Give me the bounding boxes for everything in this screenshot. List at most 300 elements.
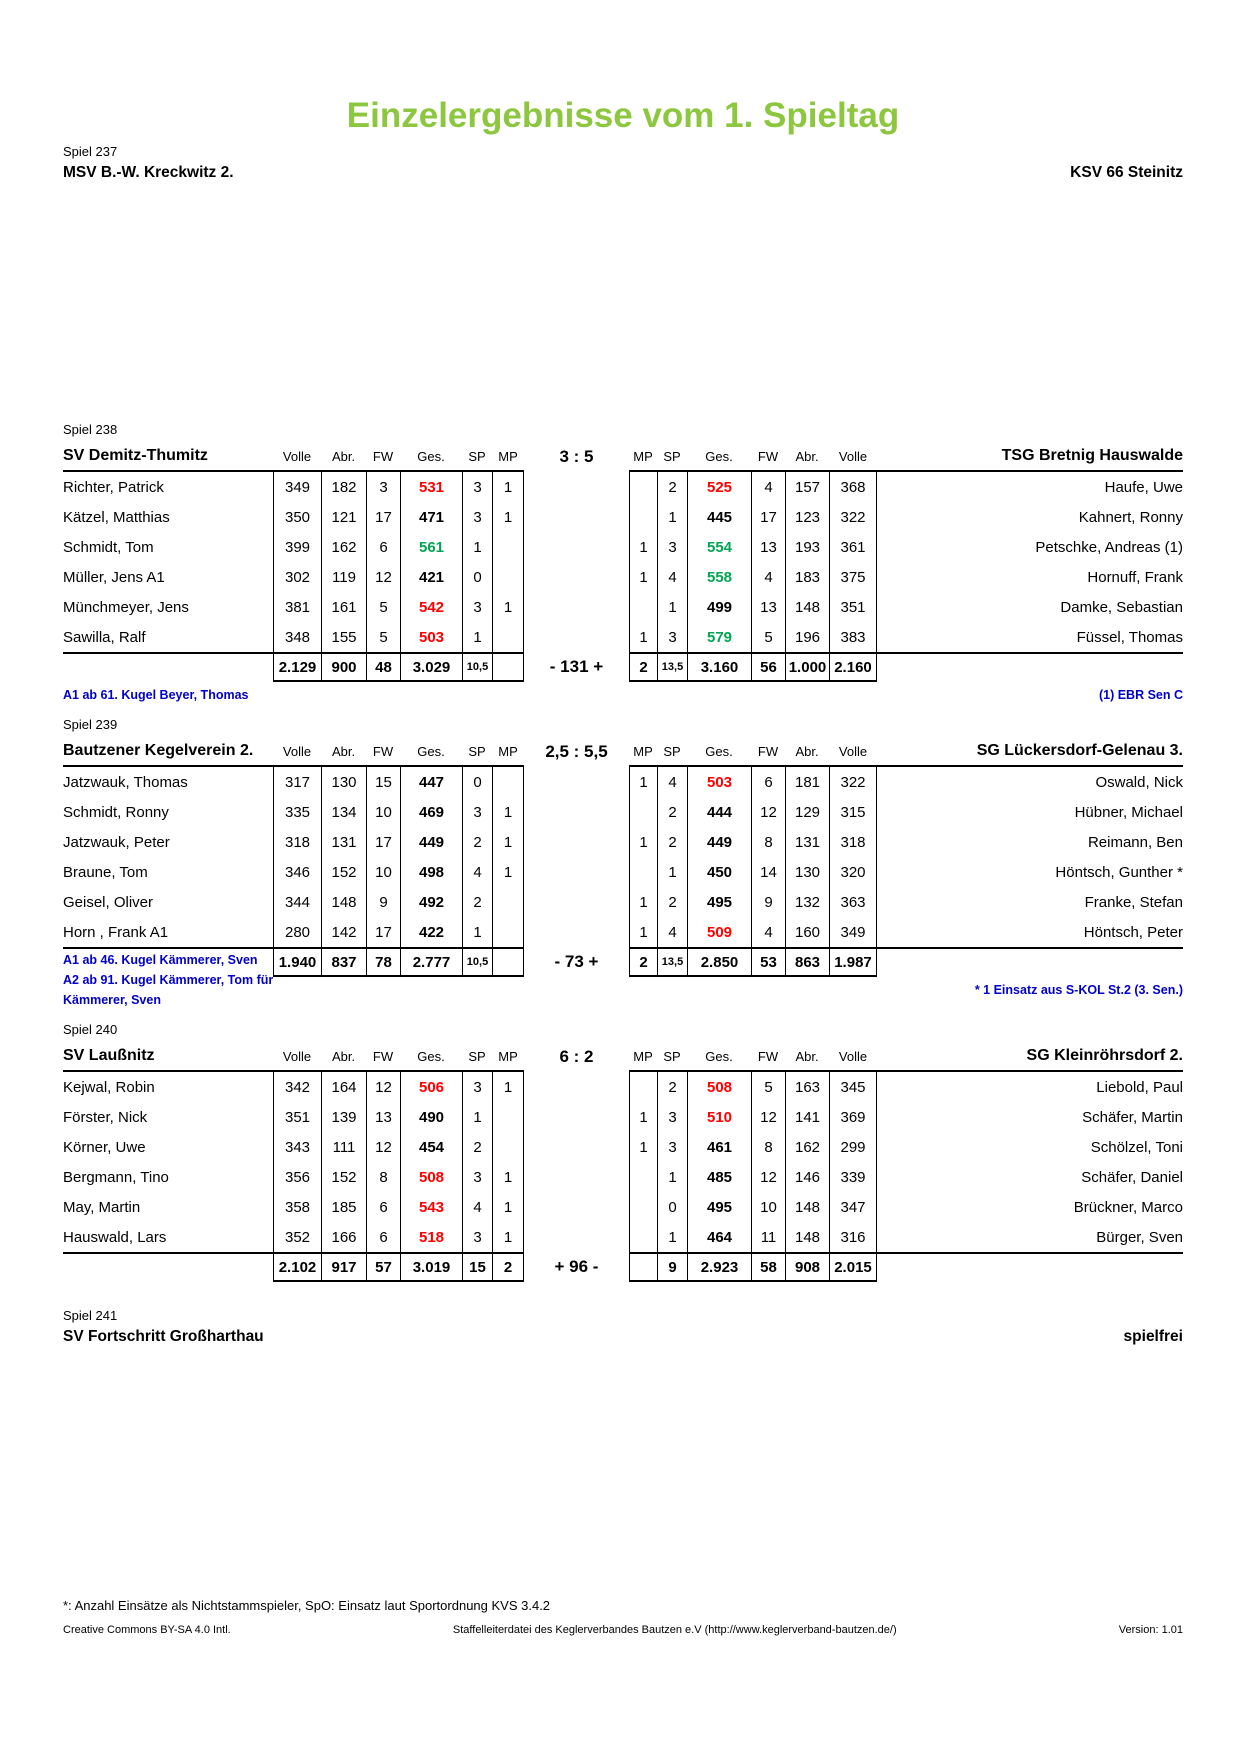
player-name: Geisel, Oliver — [63, 893, 154, 911]
stat-cell: 6 — [366, 532, 400, 562]
player-name: Höntsch, Peter — [1083, 923, 1183, 941]
stat-cell: 9 — [751, 887, 785, 917]
stat-cell: 1 — [462, 1102, 492, 1132]
ges-cell: 579 — [687, 622, 751, 652]
stat-cell: 1 — [629, 827, 657, 857]
totals-spacer — [63, 652, 273, 682]
footer-meta-line — [63, 1624, 1183, 1636]
ges-cell: 445 — [687, 502, 751, 532]
stat-cell: 3 — [462, 1072, 492, 1102]
stat-cell: 17 — [366, 502, 400, 532]
ges-cell: 508 — [687, 1072, 751, 1102]
stat-cell: 2 — [657, 887, 687, 917]
stat-cell: 162 — [321, 532, 366, 562]
stat-cell: 4 — [462, 857, 492, 887]
ges-cell: 561 — [400, 532, 462, 562]
ges-cell: 518 — [400, 1222, 462, 1252]
totals-cell: 908 — [785, 1252, 829, 1282]
away-team-name: SG Kleinröhrsdorf 2. — [877, 1042, 1183, 1072]
stat-cell: 162 — [785, 1132, 829, 1162]
ges-cell: 449 — [687, 827, 751, 857]
stat-cell: 363 — [829, 887, 877, 917]
match-score: 6 : 2 — [559, 1047, 594, 1066]
middle-spacer — [524, 1222, 629, 1252]
stat-cell: 1 — [657, 592, 687, 622]
column-header: Volle — [273, 737, 321, 767]
stat-cell: 1 — [492, 472, 524, 502]
stat-cell: 157 — [785, 472, 829, 502]
ges-cell: 542 — [400, 592, 462, 622]
match-label: Spiel 239 — [63, 717, 118, 732]
stat-cell: 1 — [657, 1162, 687, 1192]
player-name: Reimann, Ben — [1087, 833, 1183, 851]
stat-cell: 1 — [629, 767, 657, 797]
stat-cell: 183 — [785, 562, 829, 592]
stat-cell: 134 — [321, 797, 366, 827]
note: (1) EBR Sen C — [1098, 688, 1183, 702]
player-name: Hauswald, Lars — [63, 1228, 167, 1246]
player-name: Liebold, Paul — [1096, 1078, 1183, 1096]
match-table — [63, 737, 1183, 977]
totals-cell: 1.000 — [785, 652, 829, 682]
middle-spacer — [524, 887, 629, 917]
spiel-237-label: Spiel 237 — [63, 144, 118, 159]
exchange-value: + 96 - — [554, 1257, 599, 1276]
column-header: Volle — [273, 442, 321, 472]
ges-cell: 471 — [400, 502, 462, 532]
middle-spacer — [524, 1192, 629, 1222]
stat-cell: 346 — [273, 857, 321, 887]
stat-cell: 320 — [829, 857, 877, 887]
middle-spacer — [524, 917, 629, 947]
player-name: Oswald, Nick — [1095, 773, 1183, 791]
stat-cell: 381 — [273, 592, 321, 622]
stat-cell: 10 — [366, 857, 400, 887]
middle-spacer — [524, 622, 629, 652]
column-header: SP — [657, 442, 687, 472]
ges-cell: 444 — [687, 797, 751, 827]
column-header: MP — [492, 1042, 524, 1072]
stat-cell: 351 — [829, 592, 877, 622]
spiel-237-home-team: MSV B.-W. Kreckwitz 2. — [63, 164, 234, 181]
middle-spacer — [524, 472, 629, 502]
match-table — [63, 442, 1183, 682]
ges-cell: 495 — [687, 1192, 751, 1222]
stat-cell: 375 — [829, 562, 877, 592]
column-header: FW — [751, 442, 785, 472]
match-240-section — [63, 1022, 1183, 1282]
column-header: Abr. — [321, 1042, 366, 1072]
stat-cell: 148 — [785, 1192, 829, 1222]
note: A2 ab 91. Kugel Kämmerer, Tom für — [63, 973, 274, 987]
stat-cell — [492, 917, 524, 947]
stat-cell: 0 — [462, 562, 492, 592]
page-footer — [63, 1598, 1183, 1636]
totals-cell: 13,5 — [657, 947, 687, 977]
stat-cell: 352 — [273, 1222, 321, 1252]
totals-cell: 58 — [751, 1252, 785, 1282]
stat-cell: 163 — [785, 1072, 829, 1102]
stat-cell: 152 — [321, 857, 366, 887]
match-239-section — [63, 717, 1183, 1010]
column-header: Ges. — [400, 1042, 462, 1072]
stat-cell: 1 — [629, 532, 657, 562]
totals-cell — [629, 1252, 657, 1282]
middle-spacer — [524, 767, 629, 797]
player-name: Förster, Nick — [63, 1108, 148, 1126]
ges-cell: 506 — [400, 1072, 462, 1102]
player-name: May, Martin — [63, 1198, 141, 1216]
player-name: Müller, Jens A1 — [63, 568, 165, 586]
stat-cell: 1 — [462, 917, 492, 947]
stat-cell: 3 — [657, 1132, 687, 1162]
stat-cell: 10 — [751, 1192, 785, 1222]
stat-cell — [629, 797, 657, 827]
column-header: FW — [366, 737, 400, 767]
player-name: Jatzwauk, Thomas — [63, 773, 188, 791]
stat-cell: 131 — [785, 827, 829, 857]
match-label: Spiel 238 — [63, 422, 118, 437]
middle-spacer — [524, 562, 629, 592]
stat-cell: 335 — [273, 797, 321, 827]
stat-cell: 1 — [492, 1222, 524, 1252]
stat-cell: 1 — [657, 502, 687, 532]
player-name: Schmidt, Ronny — [63, 803, 169, 821]
column-header: MP — [492, 737, 524, 767]
ges-cell: 449 — [400, 827, 462, 857]
stat-cell — [629, 1072, 657, 1102]
ges-cell: 503 — [687, 767, 751, 797]
stat-cell: 2 — [462, 1132, 492, 1162]
totals-cell: 53 — [751, 947, 785, 977]
stat-cell: 368 — [829, 472, 877, 502]
ges-cell: 510 — [687, 1102, 751, 1132]
stat-cell — [629, 1192, 657, 1222]
stat-cell: 12 — [751, 1162, 785, 1192]
ges-cell: 421 — [400, 562, 462, 592]
stat-cell: 2 — [462, 827, 492, 857]
column-header: Volle — [273, 1042, 321, 1072]
stat-cell: 161 — [321, 592, 366, 622]
totals-cell: 900 — [321, 652, 366, 682]
ges-cell: 422 — [400, 917, 462, 947]
stat-cell: 119 — [321, 562, 366, 592]
stat-cell: 339 — [829, 1162, 877, 1192]
stat-cell: 146 — [785, 1162, 829, 1192]
stat-cell: 17 — [366, 827, 400, 857]
middle-spacer — [524, 532, 629, 562]
ges-cell: 499 — [687, 592, 751, 622]
home-team-name: Bautzener Kegelverein 2. — [63, 737, 273, 767]
stat-cell — [492, 887, 524, 917]
stat-cell: 8 — [751, 827, 785, 857]
player-name: Braune, Tom — [63, 863, 148, 881]
stat-cell: 322 — [829, 767, 877, 797]
column-header: Ges. — [400, 737, 462, 767]
footnote-text: *: Anzahl Einsätze als Nichtstammspieler, SpO: Einsatz laut Sportordnung KVS 3.4.2 — [63, 1598, 551, 1613]
ges-cell: 461 — [687, 1132, 751, 1162]
spiel-241-teams — [63, 1328, 1183, 1346]
player-name: Haufe, Uwe — [1104, 478, 1183, 496]
middle-spacer — [524, 1102, 629, 1132]
stat-cell: 2 — [657, 1072, 687, 1102]
stat-cell: 5 — [751, 622, 785, 652]
stat-cell: 322 — [829, 502, 877, 532]
column-header: SP — [657, 737, 687, 767]
stat-cell: 130 — [321, 767, 366, 797]
player-name: Schölzel, Toni — [1090, 1138, 1183, 1156]
ges-cell: 554 — [687, 532, 751, 562]
notes-left — [63, 685, 249, 705]
totals-spacer — [877, 652, 1183, 682]
totals-cell: 9 — [657, 1252, 687, 1282]
player-name: Schmidt, Tom — [63, 538, 154, 556]
stat-cell: 3 — [462, 1222, 492, 1252]
stat-cell: 121 — [321, 502, 366, 532]
column-header: Ges. — [687, 1042, 751, 1072]
notes-row — [63, 685, 1183, 705]
license-text: Creative Commons BY-SA 4.0 Intl. — [63, 1624, 231, 1636]
middle-spacer — [524, 797, 629, 827]
exchange-value: - 73 + — [554, 952, 599, 971]
stat-cell: 1 — [492, 592, 524, 622]
stat-cell: 369 — [829, 1102, 877, 1132]
totals-cell: 10,5 — [462, 652, 492, 682]
player-name: Richter, Patrick — [63, 478, 164, 496]
away-team-name: TSG Bretnig Hauswalde — [877, 442, 1183, 472]
stat-cell: 6 — [366, 1192, 400, 1222]
stat-cell: 3 — [366, 472, 400, 502]
stat-cell: 111 — [321, 1132, 366, 1162]
stat-cell: 3 — [462, 797, 492, 827]
stat-cell: 316 — [829, 1222, 877, 1252]
stat-cell: 4 — [657, 562, 687, 592]
column-header: MP — [492, 442, 524, 472]
totals-cell: 57 — [366, 1252, 400, 1282]
column-header: SP — [462, 442, 492, 472]
stat-cell: 10 — [366, 797, 400, 827]
notes-left — [63, 950, 273, 1010]
stat-cell: 4 — [462, 1192, 492, 1222]
player-name: Hornuff, Frank — [1087, 568, 1183, 586]
stat-cell: 12 — [751, 1102, 785, 1132]
player-name: Kejwal, Robin — [63, 1078, 155, 1096]
stat-cell: 5 — [366, 622, 400, 652]
stat-cell: 14 — [751, 857, 785, 887]
stat-cell: 345 — [829, 1072, 877, 1102]
stat-cell: 399 — [273, 532, 321, 562]
stat-cell: 13 — [751, 532, 785, 562]
totals-cell: 837 — [321, 947, 366, 977]
column-header: SP — [657, 1042, 687, 1072]
totals-cell: 2.850 — [687, 947, 751, 977]
totals-cell: 3.029 — [400, 652, 462, 682]
ges-cell: 508 — [400, 1162, 462, 1192]
stat-cell: 344 — [273, 887, 321, 917]
match-238-section — [63, 422, 1183, 705]
ges-cell: 469 — [400, 797, 462, 827]
ges-cell: 454 — [400, 1132, 462, 1162]
spiel-241-label: Spiel 241 — [63, 1308, 118, 1323]
totals-cell: 2.102 — [273, 1252, 321, 1282]
match-label: Spiel 240 — [63, 1022, 118, 1037]
middle-spacer — [524, 827, 629, 857]
note: * 1 Einsatz aus S-KOL St.2 (3. Sen.) — [974, 983, 1183, 997]
totals-cell — [492, 947, 524, 977]
player-name: Höntsch, Gunther * — [1055, 863, 1183, 881]
stat-cell: 318 — [273, 827, 321, 857]
ges-cell: 525 — [687, 472, 751, 502]
stat-cell: 383 — [829, 622, 877, 652]
spiel-241-home-team: SV Fortschritt Großharthau — [63, 1328, 264, 1345]
totals-cell: 1.940 — [273, 947, 321, 977]
stat-cell: 9 — [366, 887, 400, 917]
stat-cell: 152 — [321, 1162, 366, 1192]
stat-cell: 193 — [785, 532, 829, 562]
stat-cell: 302 — [273, 562, 321, 592]
totals-cell: 863 — [785, 947, 829, 977]
note: Kämmerer, Sven — [63, 993, 161, 1007]
totals-cell: 2 — [629, 947, 657, 977]
column-header: FW — [366, 1042, 400, 1072]
ges-cell: 543 — [400, 1192, 462, 1222]
stat-cell: 148 — [785, 592, 829, 622]
stat-cell: 4 — [657, 767, 687, 797]
column-header: FW — [751, 1042, 785, 1072]
stat-cell: 1 — [629, 562, 657, 592]
column-header: MP — [629, 737, 657, 767]
stat-cell: 358 — [273, 1192, 321, 1222]
ges-cell: 492 — [400, 887, 462, 917]
stat-cell: 11 — [751, 1222, 785, 1252]
match-score: 2,5 : 5,5 — [545, 742, 608, 761]
stat-cell: 3 — [462, 472, 492, 502]
stat-cell: 349 — [273, 472, 321, 502]
stat-cell: 4 — [751, 562, 785, 592]
stat-cell: 148 — [785, 1222, 829, 1252]
exchange-value: - 131 + — [549, 657, 604, 676]
player-name: Füssel, Thomas — [1076, 628, 1183, 646]
totals-cell: 56 — [751, 652, 785, 682]
totals-cell: 2 — [492, 1252, 524, 1282]
stat-cell — [492, 562, 524, 592]
stat-cell: 343 — [273, 1132, 321, 1162]
note: A1 ab 46. Kugel Kämmerer, Sven — [63, 953, 258, 967]
stat-cell: 2 — [462, 887, 492, 917]
stat-cell: 2 — [657, 827, 687, 857]
stat-cell: 5 — [751, 1072, 785, 1102]
stat-cell: 166 — [321, 1222, 366, 1252]
column-header: Abr. — [785, 737, 829, 767]
stat-cell: 5 — [366, 592, 400, 622]
stat-cell: 3 — [657, 622, 687, 652]
stat-cell: 356 — [273, 1162, 321, 1192]
player-name: Körner, Uwe — [63, 1138, 146, 1156]
totals-cell: 13,5 — [657, 652, 687, 682]
stat-cell: 17 — [366, 917, 400, 947]
column-header: Volle — [829, 1042, 877, 1072]
version-text: Version: 1.01 — [1118, 1624, 1183, 1636]
column-header: Volle — [829, 442, 877, 472]
stat-cell: 130 — [785, 857, 829, 887]
column-header: Abr. — [321, 737, 366, 767]
stat-cell: 129 — [785, 797, 829, 827]
totals-cell — [492, 652, 524, 682]
stat-cell — [492, 1132, 524, 1162]
stat-cell: 1 — [492, 502, 524, 532]
totals-cell: 2.160 — [829, 652, 877, 682]
stat-cell: 13 — [366, 1102, 400, 1132]
stat-cell: 3 — [657, 1102, 687, 1132]
stat-cell: 12 — [366, 1072, 400, 1102]
spiel-237-teams — [63, 164, 1183, 182]
stat-cell: 351 — [273, 1102, 321, 1132]
source-text: Staffelleiterdatei des Keglerverbandes Bautzen e.V (http://www.keglerverband-bautzen.de/) — [452, 1624, 897, 1636]
stat-cell: 349 — [829, 917, 877, 947]
match-score: 3 : 5 — [559, 447, 594, 466]
middle-spacer — [524, 502, 629, 532]
player-name: Schäfer, Martin — [1082, 1108, 1183, 1126]
stat-cell: 1 — [492, 1072, 524, 1102]
stat-cell: 0 — [657, 1192, 687, 1222]
column-header: SP — [462, 737, 492, 767]
middle-spacer — [524, 592, 629, 622]
column-header: MP — [629, 1042, 657, 1072]
stat-cell — [629, 592, 657, 622]
away-team-name: SG Lückersdorf-Gelenau 3. — [877, 737, 1183, 767]
stat-cell: 4 — [751, 472, 785, 502]
stat-cell: 342 — [273, 1072, 321, 1102]
spiel-241-status: spielfrei — [1123, 1328, 1183, 1345]
stat-cell: 155 — [321, 622, 366, 652]
stat-cell: 1 — [657, 1222, 687, 1252]
stat-cell: 6 — [751, 767, 785, 797]
stat-cell: 347 — [829, 1192, 877, 1222]
stat-cell: 148 — [321, 887, 366, 917]
column-header: FW — [366, 442, 400, 472]
stat-cell: 361 — [829, 532, 877, 562]
totals-cell: 10,5 — [462, 947, 492, 977]
stat-cell: 132 — [785, 887, 829, 917]
stat-cell: 2 — [657, 472, 687, 502]
stat-cell — [629, 857, 657, 887]
player-name: Jatzwauk, Peter — [63, 833, 170, 851]
stat-cell: 2 — [657, 797, 687, 827]
totals-cell: 917 — [321, 1252, 366, 1282]
totals-cell: 2 — [629, 652, 657, 682]
stat-cell: 142 — [321, 917, 366, 947]
column-header: Ges. — [687, 737, 751, 767]
stat-cell: 0 — [462, 767, 492, 797]
ges-cell: 531 — [400, 472, 462, 502]
column-header: Ges. — [687, 442, 751, 472]
stat-cell: 1 — [462, 532, 492, 562]
column-header: Abr. — [785, 1042, 829, 1072]
stat-cell: 164 — [321, 1072, 366, 1102]
stat-cell — [492, 532, 524, 562]
ges-cell: 490 — [400, 1102, 462, 1132]
stat-cell: 8 — [751, 1132, 785, 1162]
middle-spacer — [524, 1072, 629, 1102]
stat-cell: 1 — [629, 1102, 657, 1132]
stat-cell: 318 — [829, 827, 877, 857]
stat-cell: 196 — [785, 622, 829, 652]
stat-cell: 1 — [492, 857, 524, 887]
middle-spacer — [524, 1162, 629, 1192]
totals-cell: 3.160 — [687, 652, 751, 682]
stat-cell: 299 — [829, 1132, 877, 1162]
page-title: Einzelergebnisse vom 1. Spieltag — [346, 96, 900, 135]
